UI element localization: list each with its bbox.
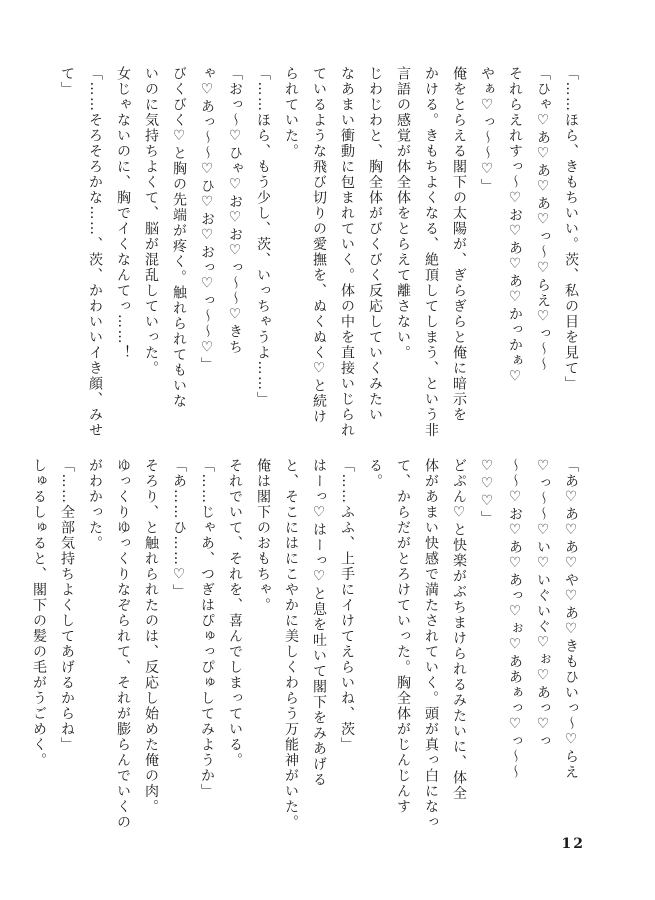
text-line: る。 xyxy=(367,458,383,489)
text-line: 俺をとらえる閣下の太陽が、ぎらぎらと俺に暗示を xyxy=(451,66,467,423)
text-line: 女じゃないのに、胸でイくなんてっ……！ xyxy=(115,66,131,361)
text-line: どぷん♡と快楽がぶちまけられるみたいに、体全 xyxy=(451,458,467,801)
text-line: じわじわと、胸全体がびくびく反応していくみたい xyxy=(367,66,383,423)
text-line: 体があまい快感で満たされていく。頭が真っ白になっ xyxy=(423,458,439,830)
text-line: 「……ほら、もう少し、茨、いっちゃうよ……」 xyxy=(255,66,271,407)
text-line: 俺は閣下のおもちゃ。 xyxy=(255,458,271,613)
text-line: それでいて、それを、喜んでしまっている。 xyxy=(227,458,243,768)
lower-text-block xyxy=(31,458,585,830)
text-line: と、そこにはにこやかに美しくわらう万能神がいた。 xyxy=(283,458,299,830)
text-line: ゃ♡あっ〜〜♡ひ♡お♡おっ♡っ〜〜♡」 xyxy=(199,66,215,373)
text-line: て」 xyxy=(59,66,75,97)
text-line: 「あ♡あ♡あ♡や♡あ♡きもひいっ〜♡らえ xyxy=(563,458,579,780)
text-line: いのに気持ちよくて、脳が混乱していった。 xyxy=(143,66,159,376)
text-line: 「……そろそろかな……、茨、かわいいイき顔、みせ xyxy=(87,66,103,438)
page-number: 12 xyxy=(561,836,585,852)
text-line: なあまい衝動に包まれていく。体の中を直接いじられ xyxy=(339,66,355,438)
text-line: そろり、と触れられたのは、反応し始めた俺の肉。 xyxy=(143,458,159,815)
text-line: しゅるしゅると、閣下の髪の毛がうごめく。 xyxy=(31,458,47,768)
text-line: 「……全部気持ちよくしてあげるからね」 xyxy=(59,458,75,753)
text-line: それらえれすっ〜♡お♡あ♡あ♡かっかぁ♡ xyxy=(507,66,523,386)
text-line: 「あ……ひ……♡」 xyxy=(171,458,187,600)
text-line: はーっ♡はーっ♡と息を吐いて閣下をみあげる xyxy=(311,458,327,788)
text-line: 〜〜♡お♡あ♡あっ♡ぉ♡ああぁっ♡っ〜〜 xyxy=(507,458,523,780)
text-line: ♡っ〜〜♡い♡いぐいぐ♡ぉ♡あっ♡っ xyxy=(535,458,551,749)
text-line: ているような飛び切りの愛撫を、ぬくぬく♡と続け xyxy=(311,66,327,425)
text-line: 「……ほら、きもちいい。茨、私の目を見て」 xyxy=(563,66,579,392)
text-line: 「……ふふ、上手にイけてえらいね、茨」 xyxy=(339,458,355,753)
text-line: 「……じゃあ、つぎはぴゅっぴゅしてみようか」 xyxy=(199,458,215,799)
text-line: られていた。 xyxy=(283,66,299,159)
text-line: やぁ♡っ〜〜♡」 xyxy=(479,66,495,194)
text-line: がわかった。 xyxy=(87,458,103,551)
upper-text-block xyxy=(59,66,585,446)
text-line: 「おっ〜♡ひゃ♡お♡お♡っ〜〜♡きち xyxy=(227,66,243,355)
text-line: ゆっくりゆっくりなぞられて、それが膨らんでいくの xyxy=(115,458,131,830)
text-line: 「ひゃ♡あ♡あ♡あ♡っ〜♡らえ♡っ〜〜 xyxy=(535,66,551,373)
text-line: て、からだがとろけていった。胸全体がじんじんす xyxy=(395,458,411,815)
text-line: ♡♡♡」 xyxy=(479,458,495,526)
text-line: 言語の感覚が体全体をとらえて離さない。 xyxy=(395,66,411,361)
text-line: かける。きもちよくなる、絶頂してしまう、という非 xyxy=(423,66,439,438)
text-line: びくびく♡と胸の先端が疼く。触れられてもいな xyxy=(171,66,187,409)
